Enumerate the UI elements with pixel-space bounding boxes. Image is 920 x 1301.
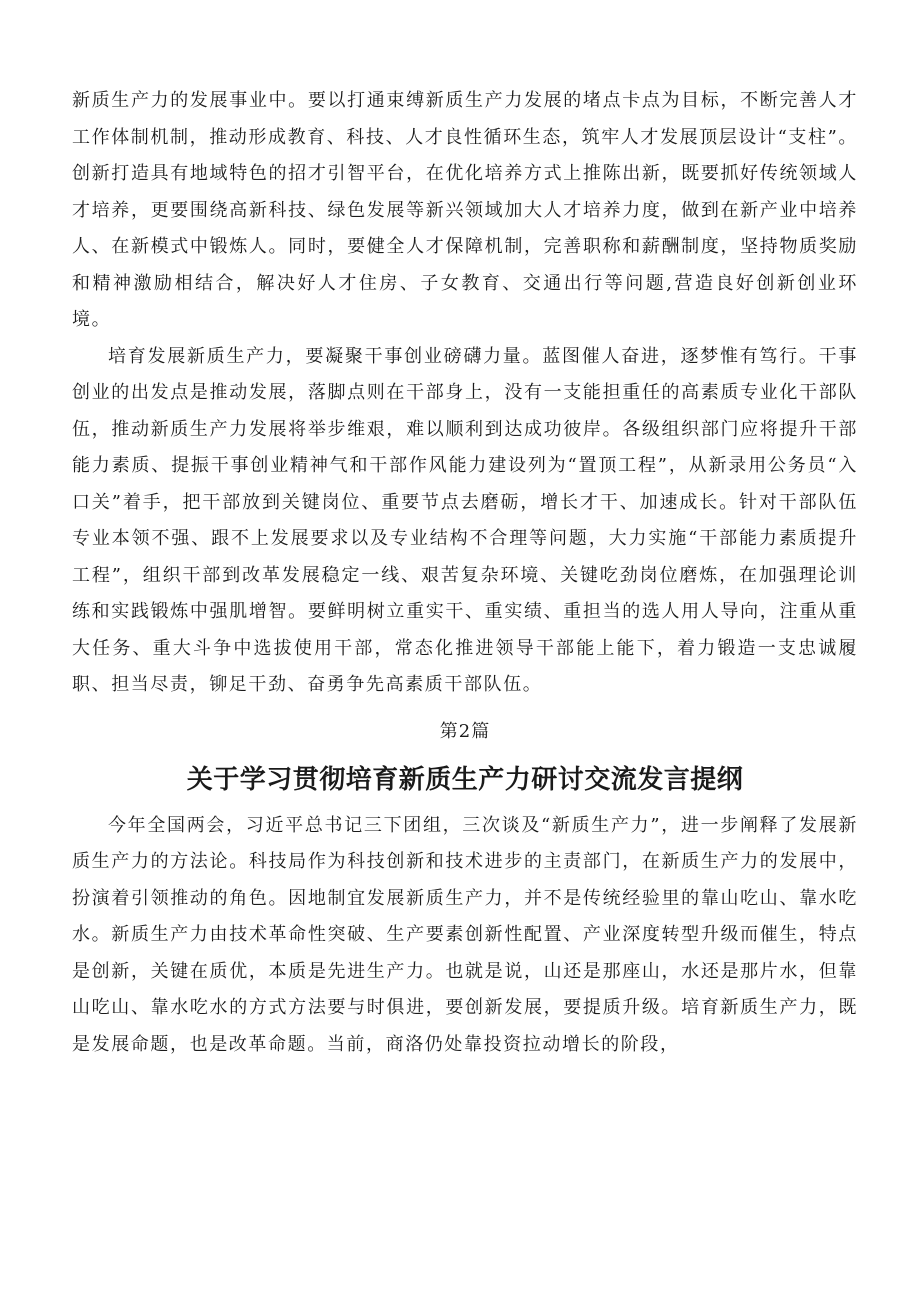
paragraph-cadre-force: 培育发展新质生产力，要凝聚干事创业磅礴力量。蓝图催人奋进，逐梦惟有笃行。干事创业的出发点是推动发展，落脚点则在干部身上，没有一支能担重任的高素质专业化干部队伍，推动新质生产力发展将举步维艰，难以顺利到达成功彼岸。各级组织部门应将提升干部能力素质、提振干事创业精神气和干部作风能力建设列为“置顶工程”，从新录用公务员“入口关”着手，把干部放到关键岗位、重要节点去磨砺，增长才干、加速成长。针对干部队伍专业本领不强、跟不上发展要求以及专业结构不合理等问题，大力实施“干部能力素质提升工程”，组织干部到改革发展稳定一线、艰苦复杂环境、关键吃劲岗位磨炼，在加强理论训练和实践锻炼中强肌增智。要鲜明树立重实干、重实绩、重担当的选人用人导向，注重从重大任务、重大斗争中选拔使用干部，常态化推进领导干部能上能下，着力锻造一支忠诚履职、担当尽责，铆足干劲、奋勇争先高素质干部队伍。 (72, 345, 858, 695)
paragraph-talent-mechanism: 新质生产力的发展事业中。要以打通束缚新质生产力发展的堵点卡点为目标，不断完善人才工作体制机制，推动形成教育、科技、人才良性循环生态，筑牢人才发展顶层设计“支柱”。创新打造具有地域特色的招才引智平台，在优化培养方式上推陈出新，既要抓好传统领域人才培养，更要围绕高新科技、绿色发展等新兴领域加大人才培养力度，做到在新产业中培养人、在新模式中锻炼人。同时，要健全人才保障机制，完善职称和薪酬制度，坚持物质奖励和精神激励相结合，解决好人才住房、子女教育、交通出行等问题,营造良好创新创业环境。 (72, 90, 858, 330)
section-title: 关于学习贯彻培育新质生产力研讨交流发言提纲 (186, 764, 744, 795)
section-number-label: 第2篇 (439, 720, 491, 742)
paragraph-two-sessions: 今年全国两会，习近平总书记三下团组，三次谈及“新质生产力”，进一步阐释了发展新质生产力的方法论。科技局作为科技创新和技术进步的主责部门，在新质生产力的发展中，扮演着引领推动的角色。因地制宜发展新质生产力，并不是传统经验里的靠山吃山、靠水吃水。新质生产力由技术革命性突破、生产要素创新性配置、产业深度转型升级而催生，特点是创新，关键在质优，本质是先进生产力。也就是说，山还是那座山，水还是那片水，但靠山吃山、靠水吃水的方式方法要与时俱进，要创新发展，要提质升级。培育新质生产力，既是发展命题，也是改革命题。当前，商洛仍处靠投资拉动增长的阶段， (72, 814, 858, 1055)
